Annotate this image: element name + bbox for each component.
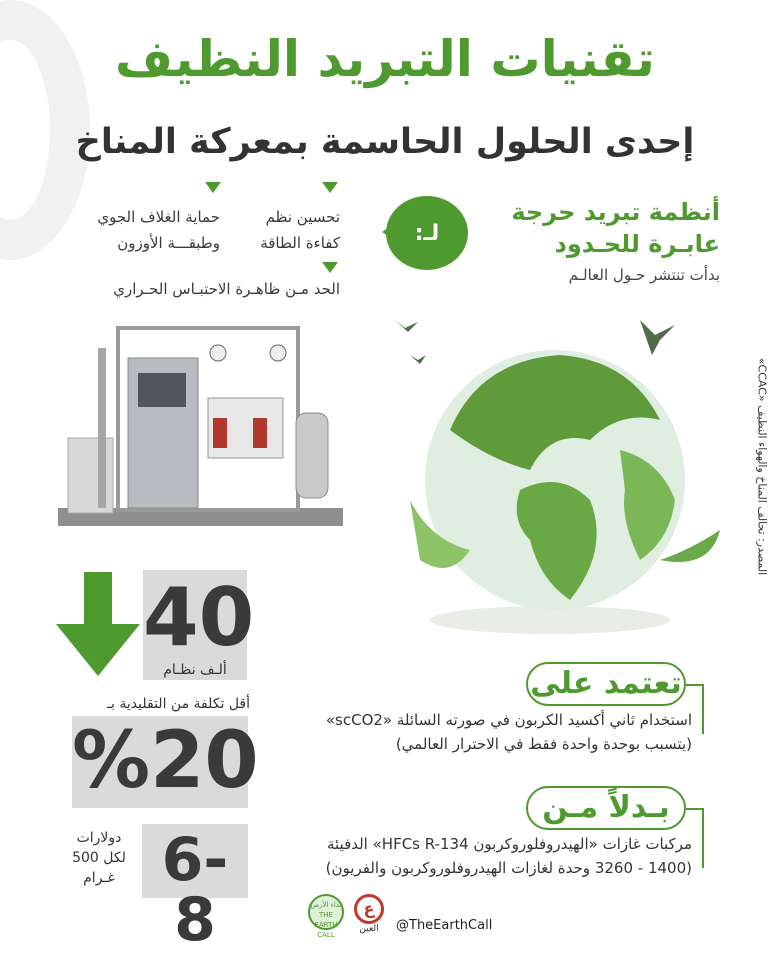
alain-logo: ع العين: [350, 894, 388, 938]
refrigeration-machine-image: [58, 318, 348, 536]
relies-divider-horizontal: [686, 684, 704, 686]
relies-divider-vertical: [702, 684, 704, 734]
price-value: 6-8: [161, 825, 229, 955]
cost-label: أقل تكلفة من التقليدية بـ: [106, 696, 250, 712]
source-credit: المصدر: تحالف المناخ والهواء النظيف «CCAC»: [755, 357, 768, 576]
down-arrow-icon: [56, 572, 140, 676]
triangle-marker-icon: [322, 262, 338, 273]
benefit-energy-efficiency: تحسين نظم كفاءة الطاقة: [260, 208, 340, 252]
triangle-marker-icon: [205, 182, 221, 193]
speech-bubble: لـ:: [386, 196, 468, 270]
relies-text: استخدام ثاني أكسيد الكربون في صورته السائلة «scCO2» (يتسبب بوحدة واحدة فقط في الاحترار العالمي): [325, 711, 692, 753]
social-handle: @TheEarthCall: [396, 918, 493, 933]
count-value: 40: [143, 571, 255, 664]
benefit-ozone: حماية الغلاف الجوي وطبقـــة الأوزون: [97, 208, 220, 252]
instead-divider-horizontal: [686, 808, 704, 810]
price-stat-box: [142, 824, 248, 955]
instead-text: مركبات غازات «الهيدروفلوروكربون HFCs R-134» الدفيئة (1400 - 3260 وحدة لغازات الهيدروفلوروكربون والفريون): [325, 835, 692, 877]
benefit-global-warming: الحد مـن ظاهـرة الاحتبـاس الحـراري: [113, 280, 340, 298]
page-subtitle: إحدى الحلول الحاسمة بمعركة المناخ: [75, 122, 695, 162]
intro-heading: أنظمة تبريد حرجة عابـرة للحـدود بدأت تنتشر حـول العالـم: [511, 198, 720, 284]
relies-heading: تعتمد على: [526, 662, 686, 706]
cost-stat-box: [72, 716, 259, 808]
instead-heading: بـدلاً مـن: [526, 786, 686, 830]
earthcall-logo: نداء الأرض THE EARTH CALL: [308, 894, 344, 930]
triangle-marker-icon: [322, 182, 338, 193]
price-label: دولارات لكل 500 غـرام: [72, 830, 126, 886]
instead-divider-vertical: [702, 808, 704, 868]
count-stat-box: [143, 570, 255, 680]
green-globe-image: [390, 300, 730, 640]
count-label: ألـف نظـام: [163, 662, 227, 678]
page-title: تقنيات التبريد النظيف: [115, 30, 655, 88]
cost-value: %20: [72, 716, 259, 806]
